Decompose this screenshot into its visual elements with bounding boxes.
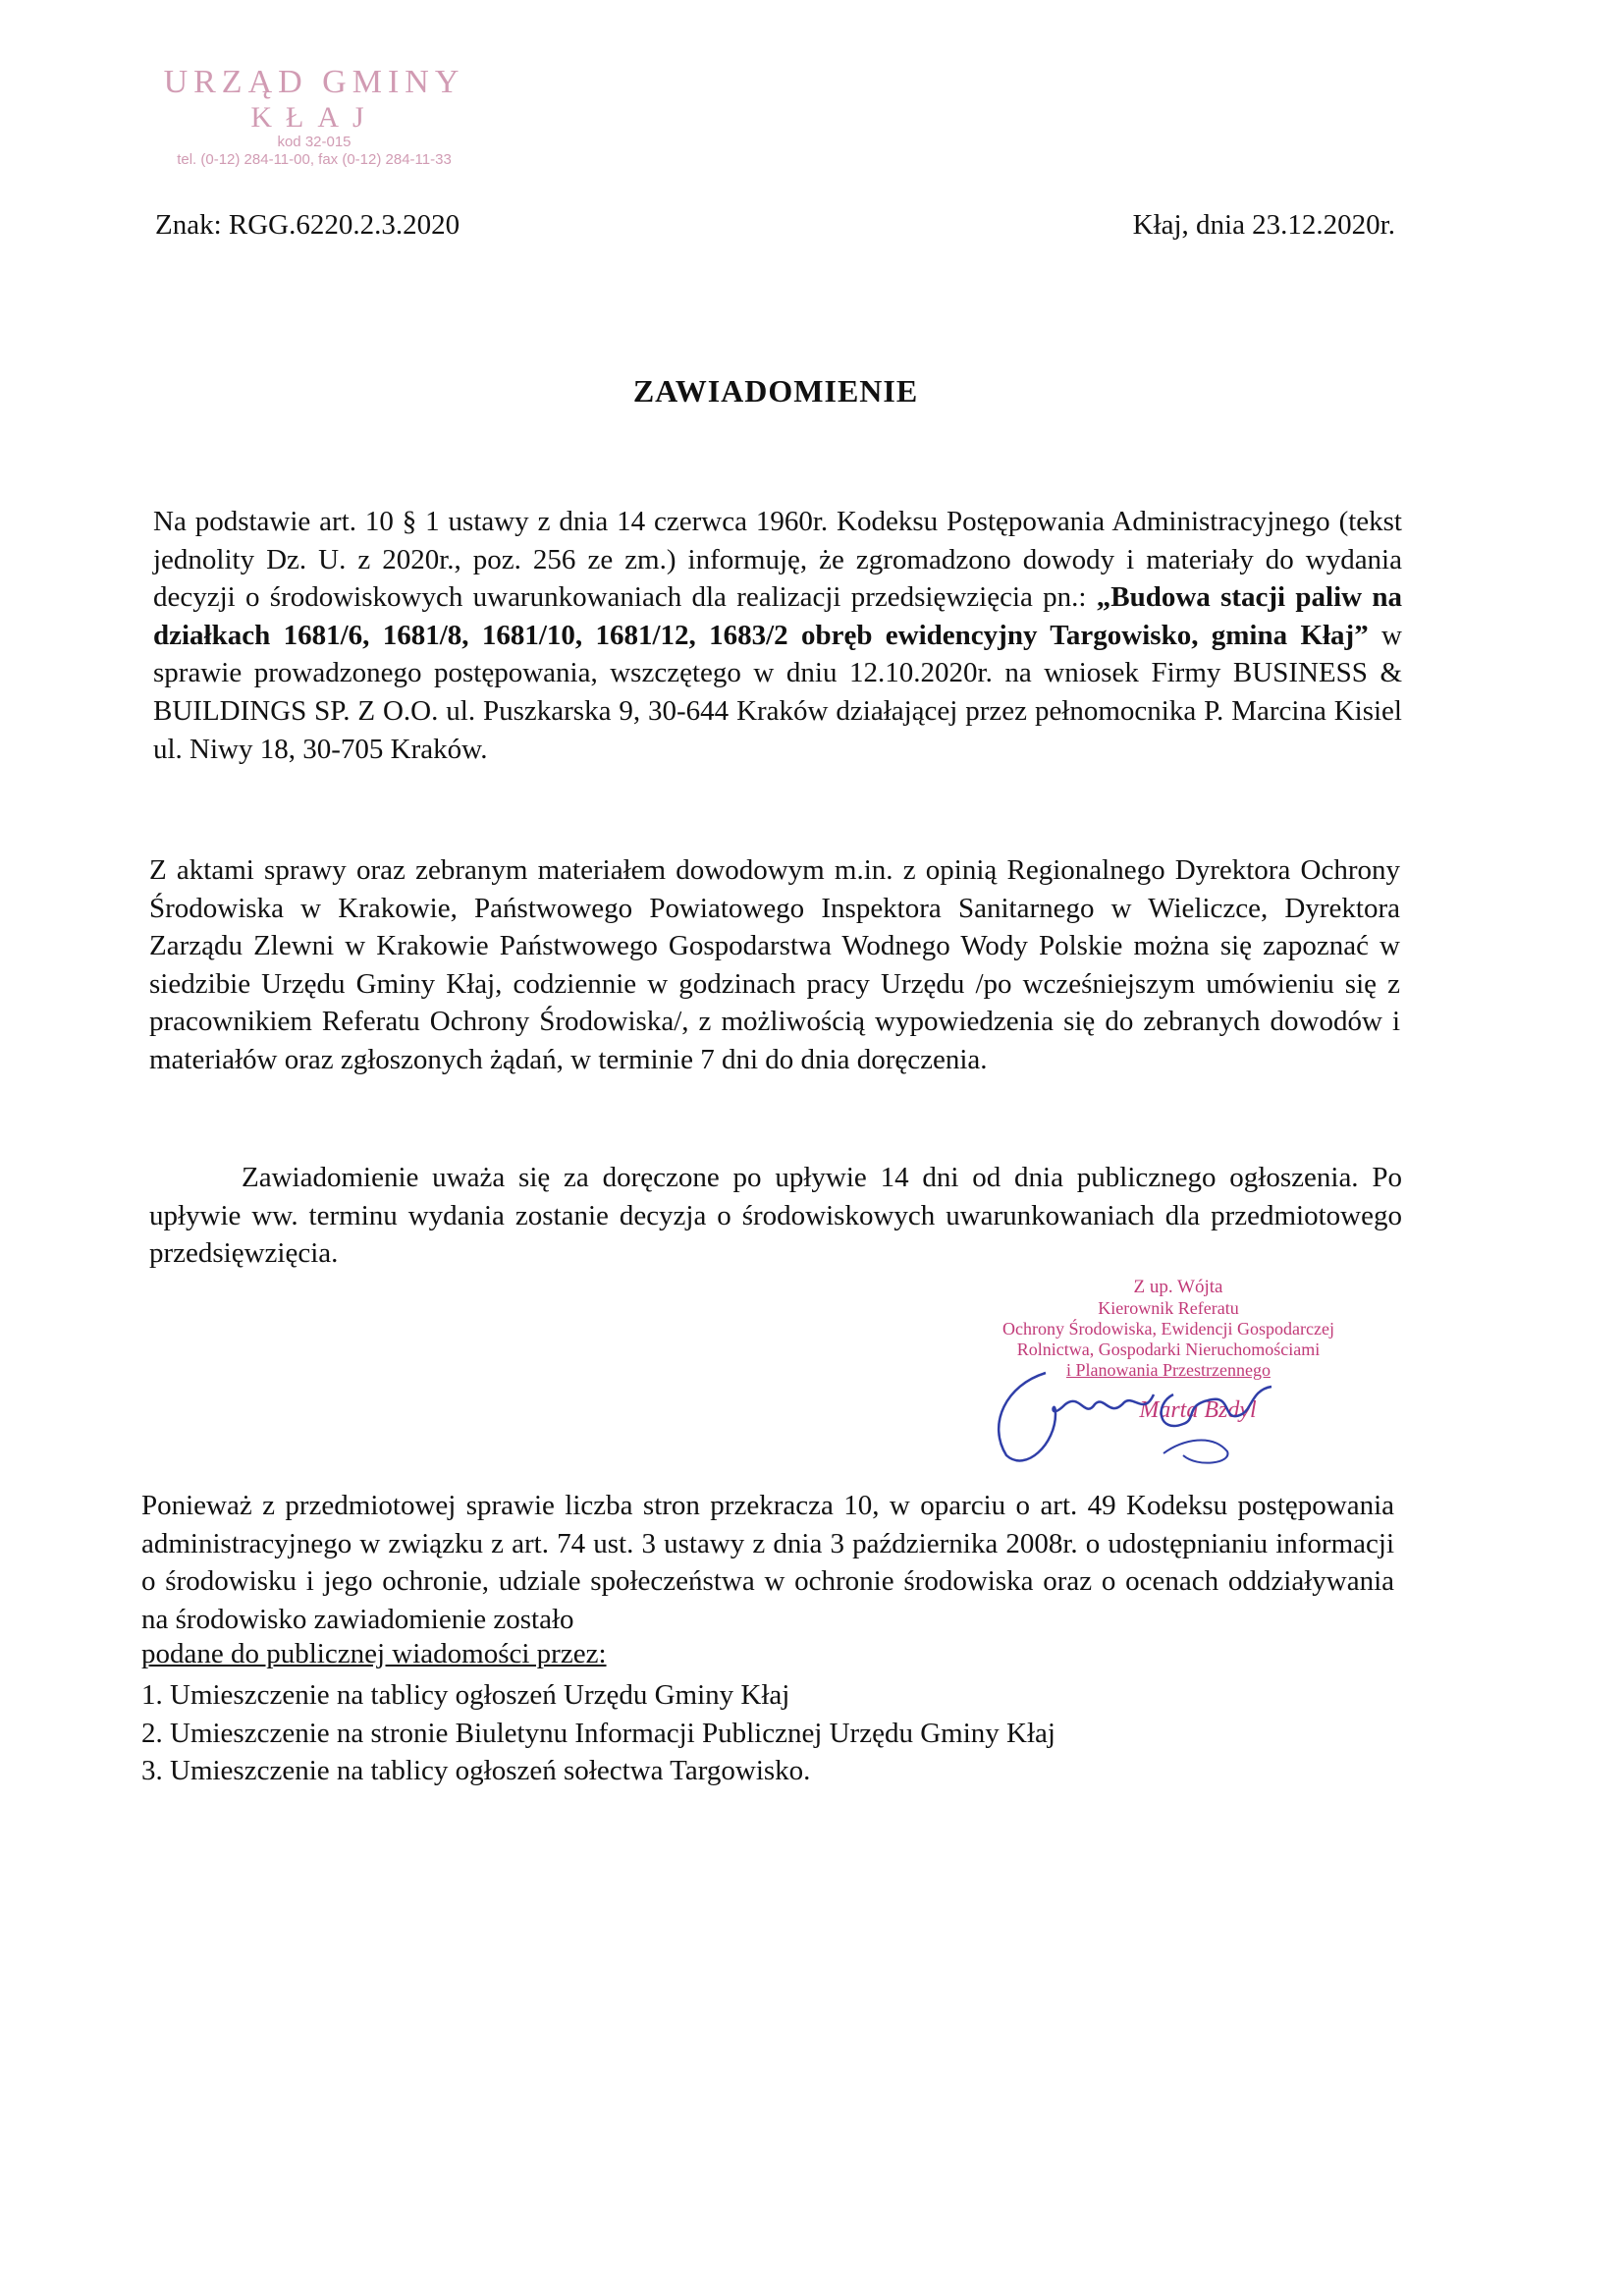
paragraph-delivery: Zawiadomienie uważa się za doręczone po upływie 14 dni od dnia publicznego ogłoszenia. Po upływie ww. terminu wydania zostanie decyzja o środowiskowych uwarunkowaniach dla przedmiotowego przedsięwzięcia.: [149, 1162, 1402, 1270]
document-title: ZAWIADOMIENIE: [632, 373, 919, 409]
paragraph-legal-basis-outro: w sprawie prowadzonego postępowania, wszczętego w dniu 12.10.2020r. na wniosek Firmy BUSINESS & BUILDINGS SP. Z O.O. ul. Puszkarska 9, 30-644 Kraków działającej przez pełnomocnika P. Marcina Kisiel ul. Niwy 18, 30-705 Kraków.: [153, 619, 1402, 765]
stamp-town-name: KŁAJ: [250, 101, 378, 134]
signature-department-1: Ochrony Środowiska, Ewidencji Gospodarczej: [1002, 1319, 1334, 1339]
list-item: 2. Umieszczenie na stronie Biuletynu Informacji Publicznej Urzędu Gminy Kłaj: [141, 1717, 1055, 1749]
paragraph-case-files: Z aktami sprawy oraz zebranym materiałem dowodowym m.in. z opinią Regionalnego Dyrektora Ochrony Środowiska w Krakowie, Państwowego Powiatowego Inspektora Sanitarnego w Wieliczce, Dyrektora Zarządu Zlewni w Krakowie Państwowego Gospodarstwa Wodnego Wody Polskie można się zapoznać w siedzibie Urzędu Gminy Kłaj, codziennie w godzinach pracy Urzędu /po wcześniejszym umówieniu się z pracownikiem Referatu Ochrony Środowiska/, z możliwością wypowiedzenia się do zebranych dowodów i materiałów oraz zgłoszonych żądań, w terminie 7 dni do dnia doręczenia.: [149, 854, 1400, 1075]
paragraph-public-notice: Ponieważ z przedmiotowej sprawie liczba stron przekracza 10, w oparciu o art. 49 Kodeksu postępowania administracyjnego w związku z art. 74 ust. 3 ustawy z dnia 3 października 2008r. o udostępnianiu informacji o środowisku i jego ochronie, udziale społeczeństwa w ochronie środowiska oraz o ocenach oddziaływania na środowisko zawiadomienie zostało: [141, 1490, 1394, 1635]
paragraph-legal-basis: [153, 503, 1402, 768]
office-stamp: [118, 63, 511, 169]
list-item: 1. Umieszczenie na tablicy ogłoszeń Urzędu Gminy Kłaj: [141, 1679, 790, 1711]
handwritten-signature-icon: [987, 1365, 1301, 1473]
stamp-office-name: URZĄD GMINY: [163, 64, 465, 100]
signature-department-2: Rolnictwa, Gospodarki Nieruchomościami: [1016, 1339, 1321, 1359]
signature-on-behalf: Z up. Wójta: [1133, 1277, 1223, 1297]
signature-department-3: i Planowania Przestrzennego: [1066, 1360, 1271, 1380]
stamp-postal-code: kod 32-015: [277, 134, 352, 150]
list-item: 3. Umieszczenie na tablicy ogłoszeń sołectwa Targowisko.: [141, 1755, 811, 1787]
reference-number: Znak: RGG.6220.2.3.2020: [155, 209, 460, 241]
signature-position: Kierownik Referatu: [1098, 1298, 1239, 1318]
place-and-date: Kłaj, dnia 23.12.2020r.: [1132, 209, 1395, 241]
paragraph-legal-basis-intro: Na podstawie art. 10 § 1 ustawy z dnia 14 czerwca 1960r. Kodeksu Postępowania Administracyjnego (tekst jednolity Dz. U. z 2020r., poz. 256 ze zm.) informuję, że zgromadzono dowody i materiały do wydania decyzji o środowiskowych uwarunkowaniach dla realizacji przedsięwzięcia pn.:: [153, 506, 1402, 614]
project-name: „Budowa stacji paliw na działkach 1681/6, 1681/8, 1681/10, 1681/12, 1683/2 obręb ewidencyjny Targowisko, gmina Kłaj”: [153, 581, 1402, 651]
notice-methods-list: [141, 1676, 1055, 1790]
stamp-phone-fax: tel. (0-12) 284-11-00, fax (0-12) 284-11-33: [177, 151, 452, 168]
signature-name: Marta Bzdyl: [1139, 1397, 1257, 1423]
notice-methods-label: podane do publicznej wiadomości przez:: [141, 1638, 607, 1669]
